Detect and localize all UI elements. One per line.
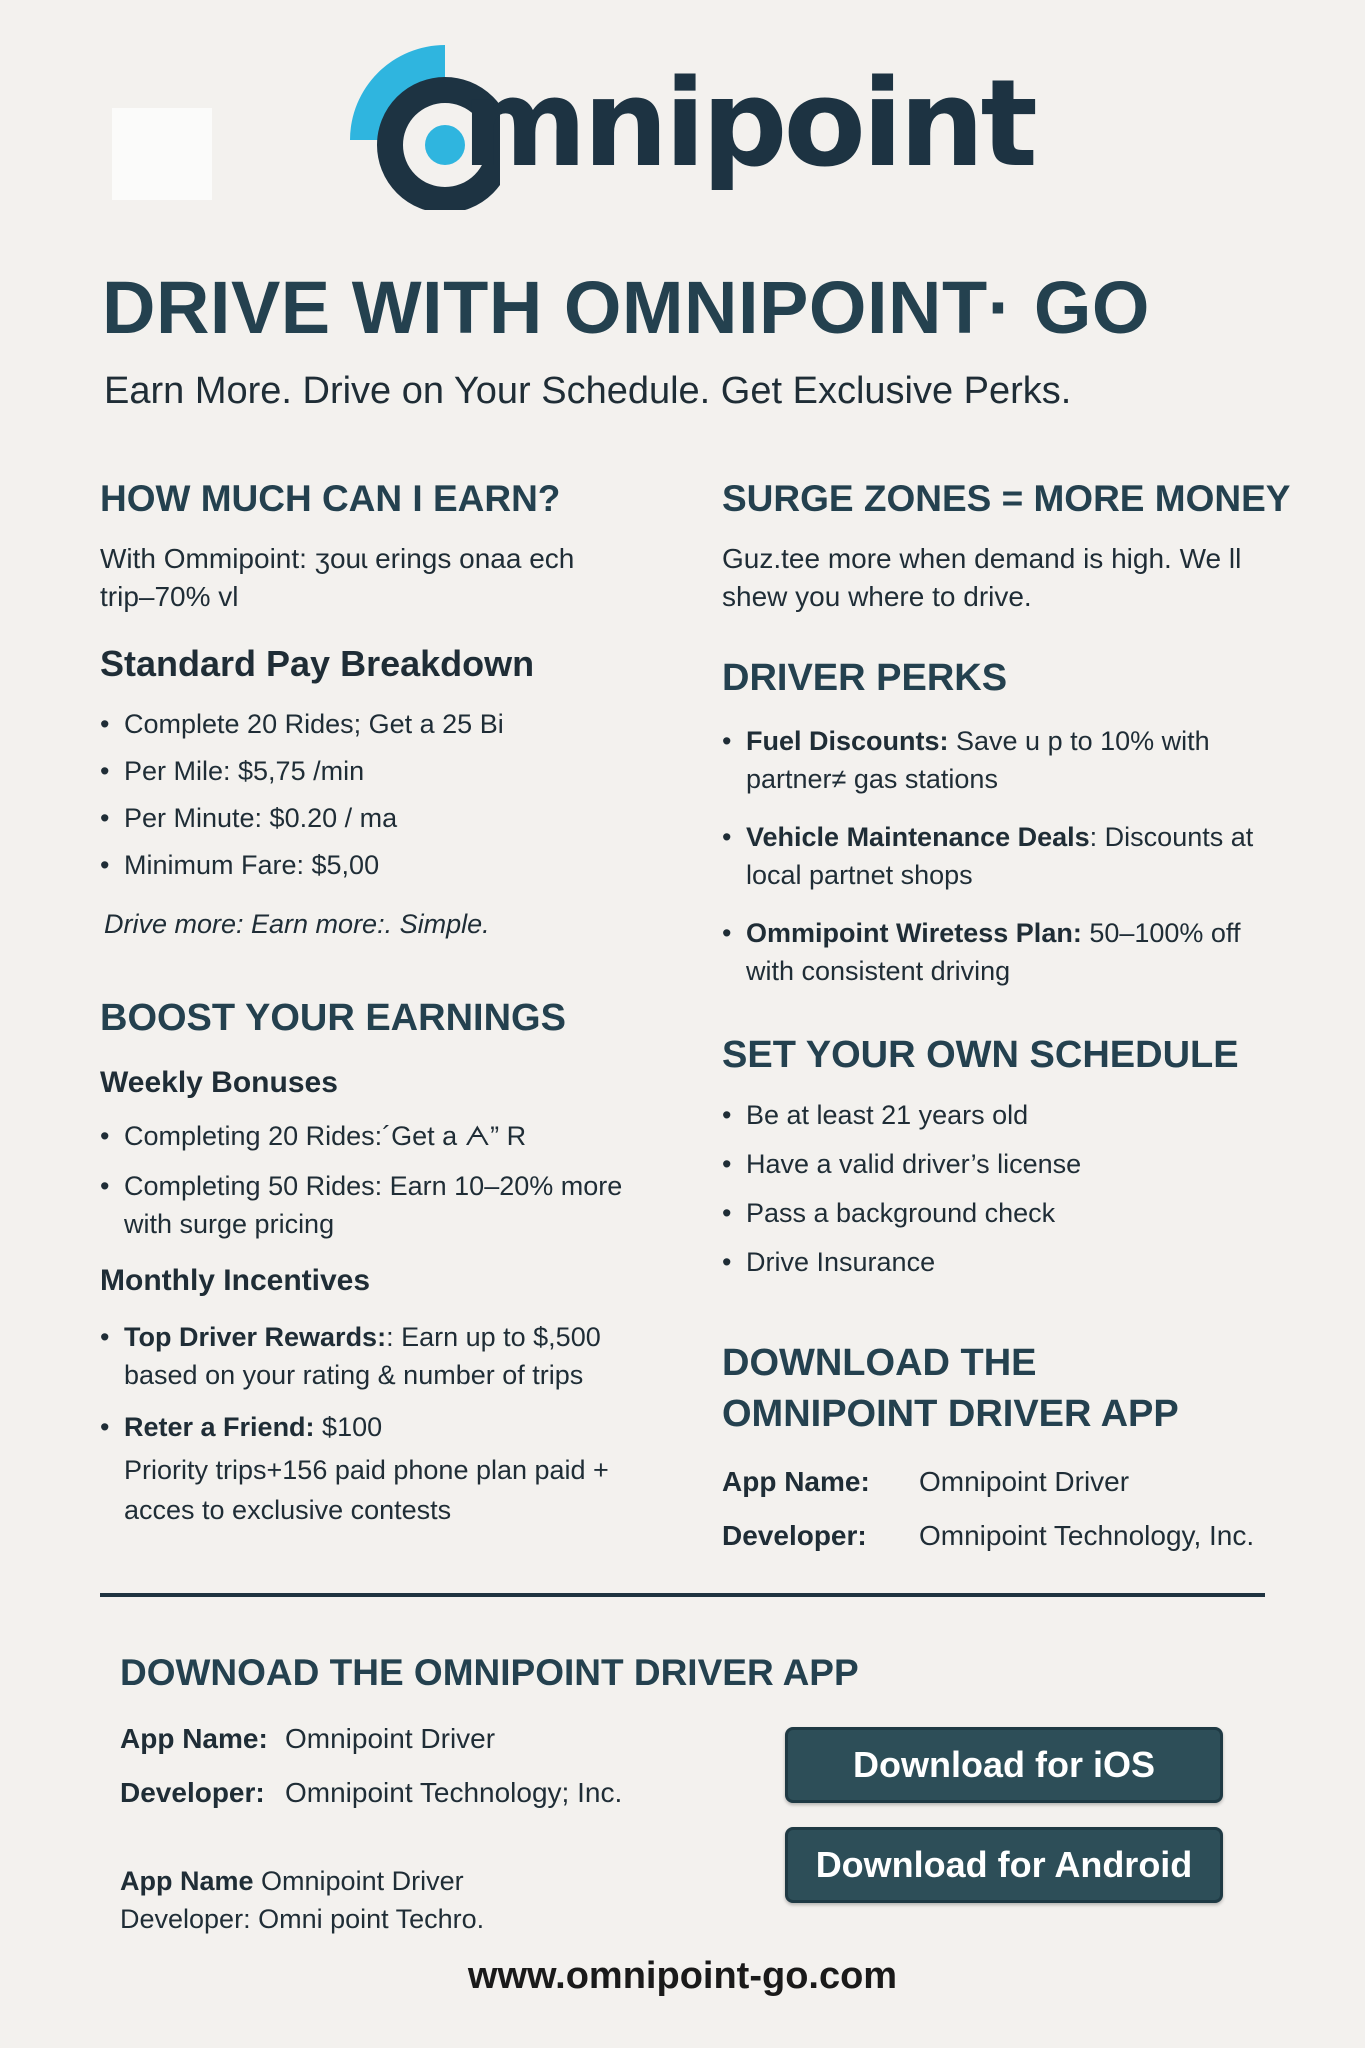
list-item: • Complete 20 Rides; Get a 25 Bi xyxy=(100,705,660,743)
fuel-label: Fuel Discounts: xyxy=(746,726,949,756)
list-item xyxy=(100,1408,660,1530)
wireless-label: Ommipoint Wiretess Plan: xyxy=(746,918,1082,948)
list-item: • Completing 50 Rides: Earn 10–20% more with surge pricing xyxy=(100,1167,660,1243)
omnipoint-logo xyxy=(350,40,1034,210)
perks-list xyxy=(722,722,1262,990)
surge-text: Guz.tee more when demand is high. We ll shew you where to drive. xyxy=(722,543,1242,612)
monthly-list xyxy=(100,1318,660,1530)
download-bottom-small xyxy=(120,1862,484,1938)
weekly-heading: Weekly Bonuses xyxy=(100,1066,338,1099)
pay-heading: Standard Pay Breakdown xyxy=(100,643,535,684)
boost-heading: BOOST YOUR EARNINGS xyxy=(100,997,566,1039)
wireless-text: 50–100% off with consistent driving xyxy=(746,918,1241,986)
developer-label: Developer: xyxy=(120,1777,265,1808)
list-item xyxy=(722,722,1262,798)
schedule-list xyxy=(722,1096,1262,1281)
small-app-value: Omnipoint Driver xyxy=(253,1866,464,1896)
list-item: • Per Mile: $5,75 /min xyxy=(100,752,660,790)
download-right-heading xyxy=(722,1338,1179,1440)
app-name-label: App Name: xyxy=(722,1466,870,1497)
refer-extra: Priority trips+156 paid phone plan paid + acces to exclusive contests xyxy=(124,1455,609,1525)
developer-value: Omnipoint Technology; Inc. xyxy=(285,1777,623,1808)
developer-label: Developer: xyxy=(722,1520,867,1551)
download-right-heading-line1: DOWNLOAD THE xyxy=(722,1342,1037,1384)
weekly-list xyxy=(100,1117,660,1243)
logo-wordmark: mnipoint xyxy=(462,55,1034,194)
refer-text: $100 xyxy=(314,1412,383,1442)
small-developer: Developer: Omni point Techro. xyxy=(120,1904,485,1934)
app-name-value: Omnipoint Driver xyxy=(285,1723,496,1754)
download-right-heading-line2: OMNIPOINT DRIVER APP xyxy=(722,1393,1179,1435)
top-driver-label: Top Driver Rewards: xyxy=(124,1322,387,1352)
list-item: • Completing 20 Rides:´Get a ᗅ” R xyxy=(100,1117,660,1155)
developer-value: Omnipoint Technology, Inc. xyxy=(919,1520,1255,1551)
pay-list xyxy=(100,705,660,884)
page-title: DRIVE WITH OMNIPOINT· GO xyxy=(102,266,1150,349)
list-item: • Be at least 21 years old xyxy=(722,1096,1262,1134)
list-item: • Per Minute: $0.20 / ma xyxy=(100,799,660,837)
vehicle-label: Vehicle Maintenance Deals xyxy=(746,822,1090,852)
download-ios-button[interactable]: Download for iOS xyxy=(785,1727,1223,1803)
app-name-value: Omnipoint Driver xyxy=(919,1466,1130,1497)
vehicle-text: : Discounts at local partnet shops xyxy=(746,822,1254,890)
list-item xyxy=(722,818,1262,894)
list-item: • Have a valid driver’s license xyxy=(722,1145,1262,1183)
refer-label: Reter a Friend: xyxy=(124,1412,315,1442)
list-item xyxy=(100,1318,660,1394)
website-link[interactable]: www.omnipoint-go.com xyxy=(467,1955,898,1997)
fuel-text: Save u p to 10% with partner≠ gas stations xyxy=(746,726,1210,794)
schedule-heading: SET YOUR OWN SCHEDULE xyxy=(722,1034,1239,1076)
list-item: • Minimum Fare: $5,00 xyxy=(100,846,660,884)
app-name-label: App Name: xyxy=(120,1723,268,1754)
small-app-label: App Name xyxy=(120,1866,254,1896)
perks-heading: DRIVER PERKS xyxy=(722,657,1008,699)
list-item: • Pass a background check xyxy=(722,1194,1262,1232)
pay-tagline: Drive more: Earn more:. Simple. xyxy=(104,909,490,939)
page-subtitle: Earn More. Drive on Your Schedule. Get Exclusive Perks. xyxy=(104,370,1072,412)
list-item xyxy=(722,914,1262,990)
earn-heading: HOW MUCH CAN I EARN? xyxy=(100,478,561,519)
download-right-info xyxy=(722,1455,1254,1563)
top-driver-text: : Earn up to $,500 based on your rating & number of trips xyxy=(124,1322,601,1390)
monthly-heading: Monthly Incentives xyxy=(100,1264,371,1297)
download-bottom-info xyxy=(120,1712,622,1820)
surge-heading: SURGE ZONES = MORE MONEY xyxy=(722,478,1291,519)
download-bottom-heading: DOWNOAD THE OMNIPOINT DRIVER APP xyxy=(120,1652,859,1693)
list-item: • Drive Insurance xyxy=(722,1243,1262,1281)
earn-text: With Ommipoint: ʒouɩ erings onaa ech trip–70% vl xyxy=(100,543,575,612)
blank-square xyxy=(112,108,212,200)
download-android-button[interactable]: Download for Android xyxy=(785,1827,1223,1903)
section-divider xyxy=(100,1593,1265,1597)
